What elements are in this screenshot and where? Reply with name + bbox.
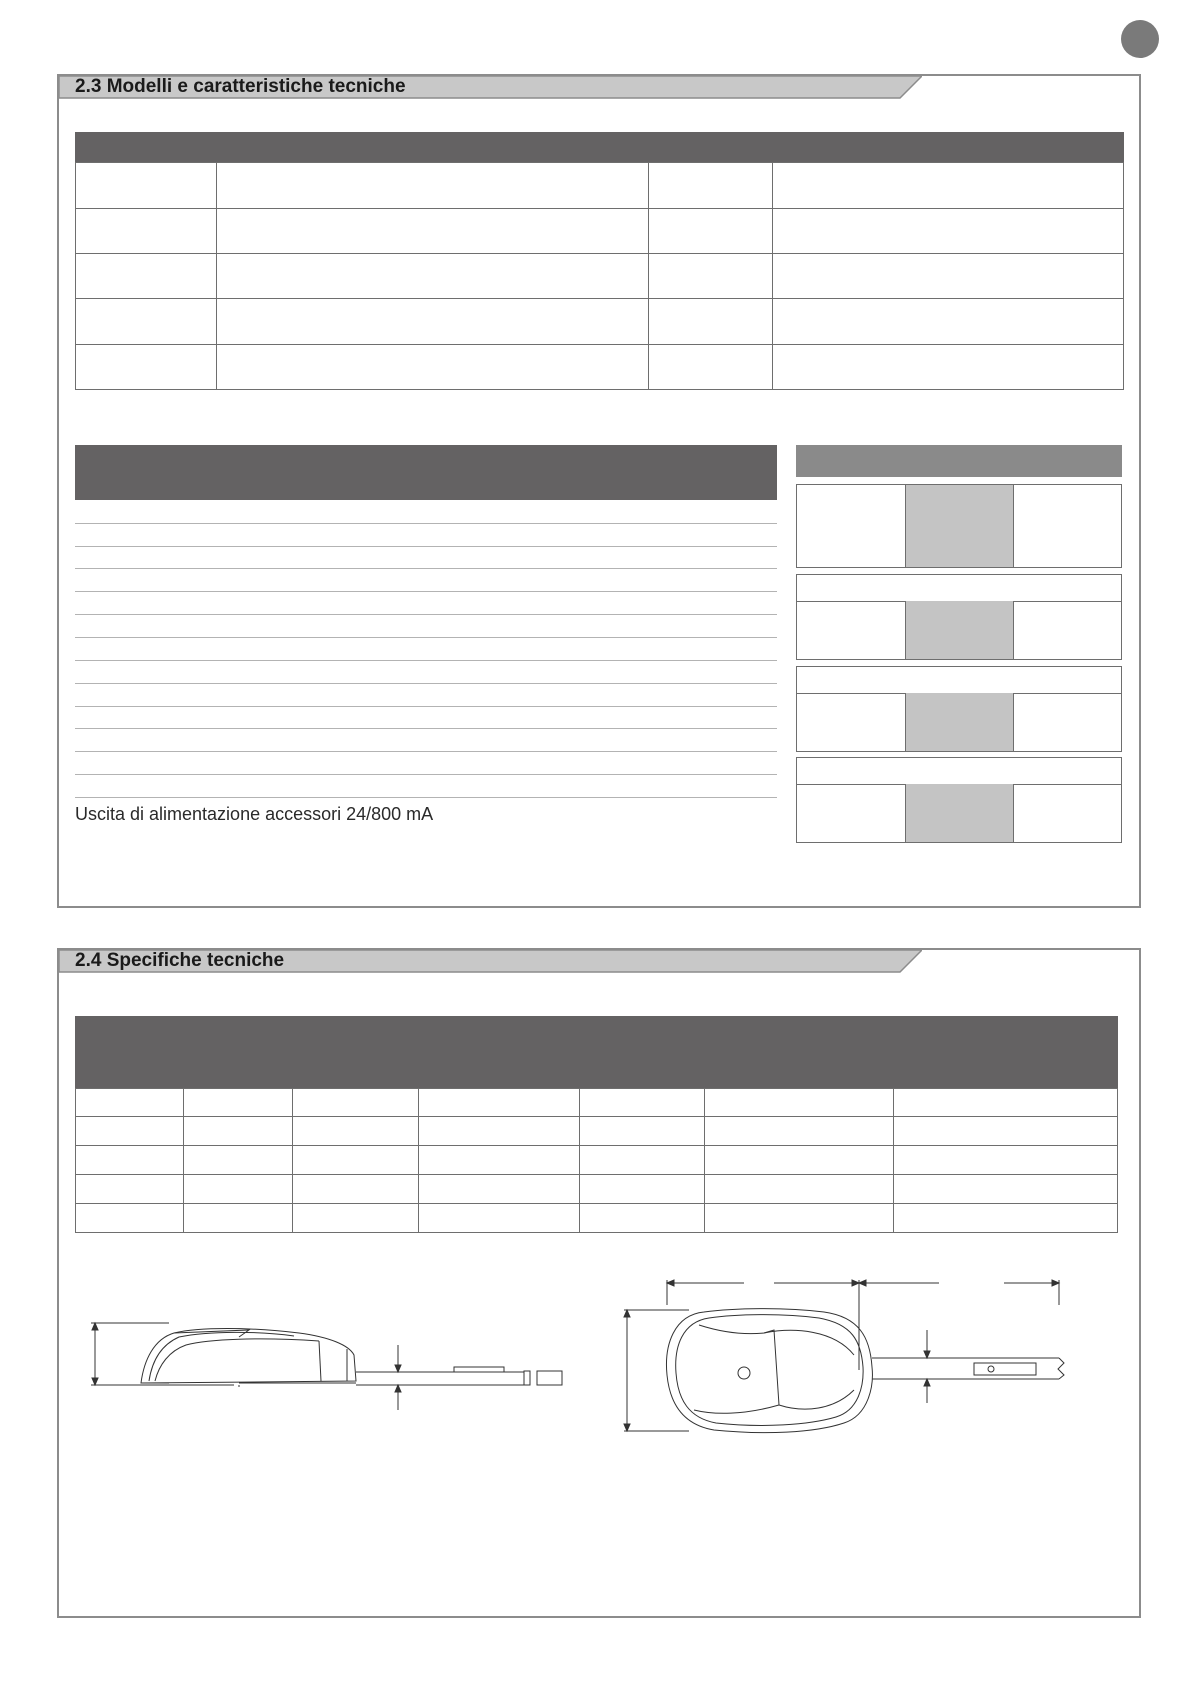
features-rule: [75, 523, 777, 524]
side-box: [796, 574, 1122, 660]
section-header: [59, 950, 922, 972]
models-table: [75, 162, 1124, 390]
section-header: [59, 76, 922, 98]
table-row: [76, 345, 1124, 390]
features-rule: [75, 706, 777, 707]
table-row: [76, 299, 1124, 345]
side-box-header: [797, 575, 1121, 602]
features-rule: [75, 591, 777, 592]
specs-table: [75, 1088, 1118, 1233]
features-rule: [75, 637, 777, 638]
side-box-cell: [905, 485, 1014, 567]
features-rule: [75, 751, 777, 752]
side-box-cell: [905, 693, 1014, 751]
side-box-cell: [905, 784, 1014, 842]
table-row: [76, 163, 1124, 209]
features-rule: [75, 568, 777, 569]
features-rule: [75, 797, 777, 798]
features-rule: [75, 774, 777, 775]
table-row: [76, 1175, 1118, 1204]
features-rule: [75, 683, 777, 684]
table-row: [76, 1089, 1118, 1117]
side-box: [796, 666, 1122, 752]
side-box-header: [797, 667, 1121, 694]
features-rule: [75, 660, 777, 661]
features-header: [75, 445, 777, 500]
operator-side-view-drawing: [89, 1315, 629, 1425]
features-rule: [75, 728, 777, 729]
page-number-marker: [1121, 20, 1159, 58]
section-models-features: [57, 74, 1141, 908]
side-boxes-header: [796, 445, 1122, 477]
section-title: 2.4 Specifiche tecniche: [75, 950, 285, 971]
table-row: [76, 254, 1124, 299]
table-row: [76, 1146, 1118, 1175]
accessory-power-output-text: Uscita di alimentazione accessori 24/800 mA: [75, 804, 434, 824]
operator-top-view-drawing: [614, 1275, 1144, 1440]
features-rule: [75, 546, 777, 547]
table-row: [76, 1204, 1118, 1233]
table-row: [76, 1117, 1118, 1146]
side-box: [796, 757, 1122, 843]
side-box-header: [797, 758, 1121, 785]
side-box: [796, 484, 1122, 568]
section-technical-specs: [57, 948, 1141, 1618]
side-box-cell: [905, 601, 1014, 659]
table-row: [76, 209, 1124, 254]
section-title: 2.3 Modelli e caratteristiche tecniche: [75, 76, 406, 97]
specs-table-header: [75, 1016, 1118, 1088]
models-table-header: [75, 132, 1124, 162]
features-rule: [75, 614, 777, 615]
